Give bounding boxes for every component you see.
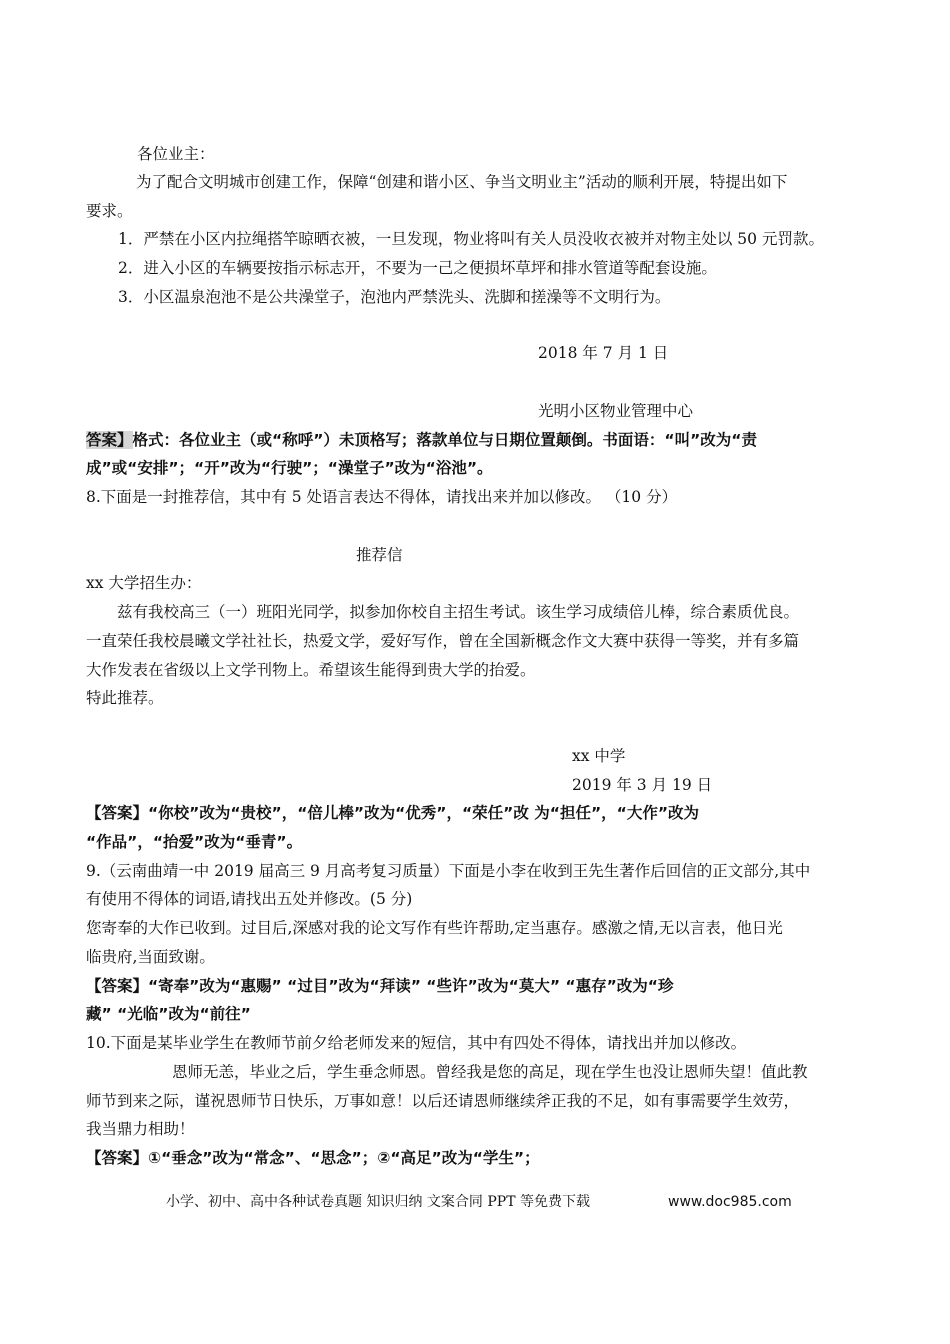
- q8-salutation: xx 大学招生办：: [86, 574, 202, 592]
- answer7-text-line1: 格式：各位业主（或“称呼”）未顶格写；落款单位与日期位置颠倒。书面语：“叫”改为“责: [132, 431, 757, 449]
- q9-prompt-line1: 9.（云南曲靖一中 2019 届高三 9 月高考复习质量）下面是小李在收到王先生著作后回信的正文部分,其中: [86, 862, 811, 880]
- letter1-date: 2018 年 7 月 1 日: [538, 344, 669, 362]
- letter1-signature: 光明小区物业管理中心: [538, 402, 694, 420]
- letter1-item-2: 2．进入小区的车辆要按指示标志开，不要为一己之便损坏草坪和排水管道等配套设施。: [118, 259, 717, 277]
- letter1-intro-line2: 要求。: [86, 202, 133, 220]
- q8-date: 2019 年 3 月 19 日: [572, 776, 713, 794]
- q8-answer-line1: 【答案】“你校”改为“贵校”，“倍儿棒”改为“优秀”，“荣任”改 为“担任”，“大作”改为: [86, 804, 700, 822]
- q8-signature: xx 中学: [572, 747, 626, 765]
- q9-text-line2: 临贵府,当面致谢。: [86, 948, 215, 966]
- q8-letter-title: 推荐信: [356, 546, 403, 564]
- answer7-line2: 成”或“安排”；“开”改为“行驶”；“澡堂子”改为“浴池”。: [86, 459, 493, 477]
- q8-closing: 特此推荐。: [86, 689, 164, 707]
- q9-prompt-line2: 有使用不得体的词语,请找出五处并修改。(5 分): [86, 890, 413, 908]
- letter1-intro-line1: 为了配合文明城市创建工作，保障“创建和谐小区、争当文明业主”活动的顺利开展，特提出如下: [136, 173, 788, 191]
- q8-body-line3: 大作发表在省级以上文学刊物上。希望该生能得到贵大学的抬爱。: [86, 661, 536, 679]
- q9-answer-line2: 藏” “光临”改为“前往”: [86, 1005, 251, 1023]
- q10-prompt: 10.下面是某毕业学生在教师节前夕给老师发来的短信，其中有四处不得体，请找出并加以修改。: [86, 1034, 747, 1052]
- letter1-item-1: 1．严禁在小区内拉绳搭竿晾晒衣被，一旦发现，物业将叫有关人员没收衣被并对物主处以 50 元罚款。: [118, 230, 824, 248]
- q8-answer-line2: “作品”，“抬爱”改为“垂青”。: [86, 833, 303, 851]
- q10-text-line1: 恩师无恙，毕业之后，学生垂念师恩。曾经我是您的高足，现在学生也没让恩师失望！值此教: [172, 1063, 808, 1081]
- answer7-label: 答案】: [86, 431, 133, 449]
- q10-answer: 【答案】①“垂念”改为“常念”、“思念”；②“高足”改为“学生”；: [86, 1149, 540, 1167]
- q8-body-line2: 一直荣任我校晨曦文学社社长，热爱文学，爱好写作，曾在全国新概念作文大赛中获得一等奖，并有多篇: [86, 632, 800, 650]
- q10-text-line3: 我当鼎力相助！: [86, 1120, 195, 1138]
- q10-text-line2: 师节到来之际，谨祝恩师节日快乐，万事如意！以后还请恩师继续斧正我的不足，如有事需要学生效劳，: [86, 1092, 800, 1110]
- q9-text-line1: 您寄奉的大作已收到。过目后,深感对我的论文写作有些许帮助,定当惠存。感激之情,无以言表，他日光: [86, 919, 783, 937]
- answer7-line1: [86, 430, 757, 450]
- q8-prompt: 8.下面是一封推荐信，其中有 5 处语言表达不得体，请找出来并加以修改。 （10 分）: [86, 488, 678, 506]
- letter1-salutation: 各位业主：: [137, 145, 215, 163]
- footer-link[interactable]: www.doc985.com: [668, 1194, 792, 1210]
- letter1-item-3: 3．小区温泉泡池不是公共澡堂子，泡池内严禁洗头、洗脚和搓澡等不文明行为。: [118, 288, 671, 306]
- q9-answer-line1: 【答案】“寄奉”改为“惠赐” “过目”改为“拜读” “些许”改为“莫大” “惠存”改为“珍: [86, 977, 674, 995]
- footer-text: 小学、初中、高中各种试卷真题 知识归纳 文案合同 PPT 等免费下载: [166, 1194, 590, 1210]
- q8-body-line1: 兹有我校高三（一）班阳光同学，拟参加你校自主招生考试。该生学习成绩倍儿棒，综合素质优良。: [117, 603, 800, 621]
